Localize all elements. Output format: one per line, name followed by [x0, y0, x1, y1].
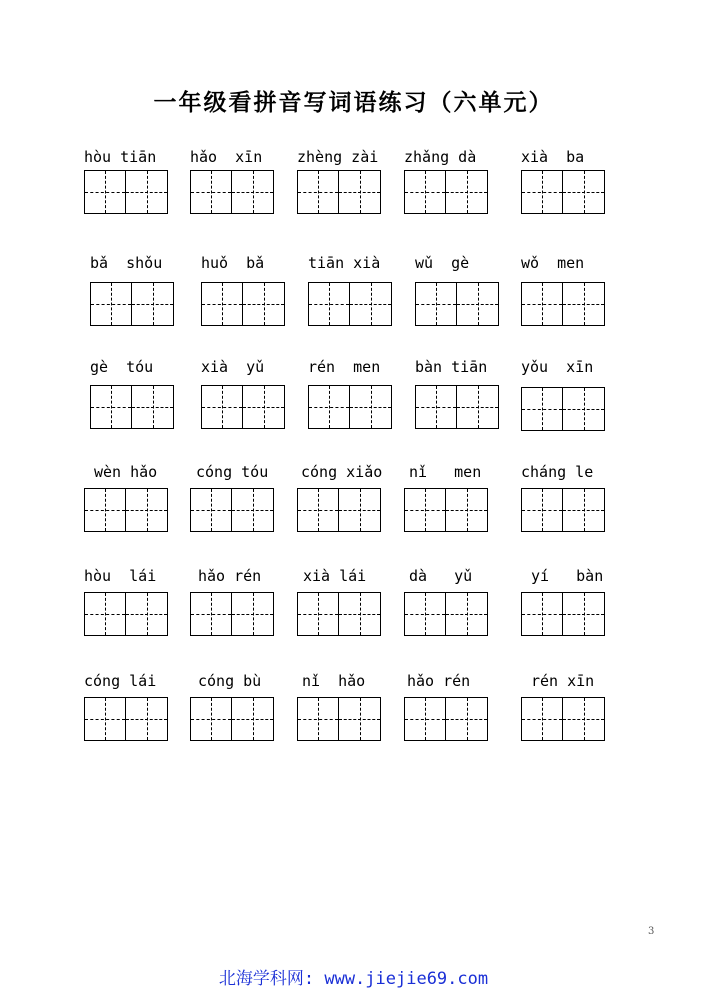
writing-cell — [521, 282, 563, 326]
writing-grid — [404, 488, 488, 532]
writing-grid — [90, 282, 174, 326]
writing-grid — [521, 697, 605, 741]
writing-cell — [190, 592, 232, 636]
writing-grid — [190, 170, 274, 214]
writing-cell — [563, 282, 605, 326]
writing-grid — [521, 387, 605, 431]
pinyin-label: yǒu xīn — [521, 358, 594, 376]
writing-cell — [190, 170, 232, 214]
writing-cell — [339, 592, 381, 636]
writing-grid — [90, 385, 174, 429]
pinyin-label: cóng tóu — [196, 463, 269, 481]
writing-grid — [521, 282, 605, 326]
page-number: 3 — [648, 926, 655, 937]
writing-cell — [339, 488, 381, 532]
pinyin-label: xià ba — [521, 148, 585, 166]
writing-cell — [446, 592, 488, 636]
writing-cell — [563, 170, 605, 214]
writing-grid — [404, 170, 488, 214]
writing-cell — [297, 488, 339, 532]
pinyin-label: hòu tiān — [84, 148, 157, 166]
writing-cell — [84, 488, 126, 532]
pinyin-label: cóng xiǎo — [301, 463, 383, 481]
pinyin-label: xià lái — [303, 567, 367, 585]
writing-grid — [308, 385, 392, 429]
writing-cell — [132, 385, 174, 429]
pinyin-label: cóng lái — [84, 672, 157, 690]
pinyin-label: bàn tiān — [415, 358, 488, 376]
writing-cell — [84, 170, 126, 214]
pinyin-label: rén xīn — [531, 672, 595, 690]
pinyin-label: tiān xià — [308, 254, 381, 272]
exercise-row-2 — [0, 254, 707, 344]
writing-cell — [350, 282, 392, 326]
exercise-row-3 — [0, 358, 707, 448]
exercise-row-4 — [0, 463, 707, 553]
writing-cell — [190, 697, 232, 741]
pinyin-label: cóng bù — [198, 672, 262, 690]
writing-cell — [404, 592, 446, 636]
writing-cell — [232, 170, 274, 214]
exercise-row-1 — [0, 148, 707, 238]
writing-cell — [126, 592, 168, 636]
writing-grid — [521, 170, 605, 214]
writing-grid — [84, 697, 168, 741]
writing-cell — [84, 697, 126, 741]
writing-cell — [232, 697, 274, 741]
writing-cell — [132, 282, 174, 326]
pinyin-label: dà yǔ — [409, 567, 473, 585]
footer-website[interactable]: 北海学科网: www.jiejie69.com — [218, 969, 489, 989]
writing-grid — [297, 697, 381, 741]
pinyin-label: zhǎng dà — [404, 148, 477, 166]
writing-cell — [339, 697, 381, 741]
writing-cell — [521, 387, 563, 431]
writing-cell — [126, 488, 168, 532]
writing-cell — [415, 385, 457, 429]
writing-cell — [404, 697, 446, 741]
writing-grid — [201, 282, 285, 326]
writing-grid — [201, 385, 285, 429]
writing-grid — [404, 697, 488, 741]
writing-grid — [84, 488, 168, 532]
pinyin-label: wèn hǎo — [94, 463, 158, 481]
writing-grid — [190, 488, 274, 532]
writing-grid — [404, 592, 488, 636]
writing-cell — [232, 592, 274, 636]
writing-cell — [563, 592, 605, 636]
writing-grid — [84, 170, 168, 214]
writing-grid — [84, 592, 168, 636]
writing-cell — [243, 282, 285, 326]
writing-grid — [521, 592, 605, 636]
pinyin-label: wǔ gè — [415, 254, 470, 272]
writing-cell — [457, 282, 499, 326]
writing-cell — [563, 697, 605, 741]
pinyin-label: zhèng zài — [297, 148, 379, 166]
writing-cell — [563, 387, 605, 431]
writing-cell — [297, 592, 339, 636]
writing-cell — [126, 697, 168, 741]
writing-cell — [201, 385, 243, 429]
pinyin-label: cháng le — [521, 463, 594, 481]
writing-cell — [339, 170, 381, 214]
pinyin-label: hǎo rén — [407, 672, 471, 690]
writing-cell — [457, 385, 499, 429]
page-title: 一年级看拼音写词语练习（六单元） — [153, 90, 554, 116]
writing-cell — [404, 488, 446, 532]
writing-cell — [297, 170, 339, 214]
pinyin-label: huǒ bǎ — [201, 254, 265, 272]
writing-cell — [563, 488, 605, 532]
exercise-row-5 — [0, 567, 707, 657]
writing-cell — [446, 697, 488, 741]
pinyin-label: hǎo rén — [198, 567, 262, 585]
pinyin-label: gè tóu — [90, 358, 154, 376]
writing-cell — [308, 385, 350, 429]
writing-cell — [232, 488, 274, 532]
writing-grid — [190, 697, 274, 741]
pinyin-label: bǎ shǒu — [90, 254, 163, 272]
writing-cell — [126, 170, 168, 214]
writing-grid — [521, 488, 605, 532]
writing-cell — [90, 385, 132, 429]
pinyin-label: nǐ hǎo — [302, 672, 366, 690]
exercise-row-6 — [0, 672, 707, 762]
writing-grid — [308, 282, 392, 326]
writing-cell — [446, 170, 488, 214]
writing-cell — [521, 170, 563, 214]
writing-cell — [243, 385, 285, 429]
writing-cell — [415, 282, 457, 326]
writing-cell — [521, 488, 563, 532]
pinyin-label: yí bàn — [531, 567, 604, 585]
writing-cell — [404, 170, 446, 214]
writing-cell — [201, 282, 243, 326]
writing-cell — [521, 592, 563, 636]
pinyin-label: nǐ men — [409, 463, 482, 481]
writing-cell — [84, 592, 126, 636]
pinyin-label: xià yǔ — [201, 358, 265, 376]
writing-cell — [521, 697, 563, 741]
writing-cell — [297, 697, 339, 741]
pinyin-label: hòu lái — [84, 567, 157, 585]
writing-cell — [308, 282, 350, 326]
writing-grid — [297, 488, 381, 532]
writing-cell — [350, 385, 392, 429]
writing-grid — [415, 385, 499, 429]
writing-grid — [415, 282, 499, 326]
pinyin-label: hǎo xīn — [190, 148, 263, 166]
writing-cell — [90, 282, 132, 326]
writing-grid — [297, 592, 381, 636]
pinyin-label: rén men — [308, 358, 381, 376]
writing-cell — [446, 488, 488, 532]
pinyin-label: wǒ men — [521, 254, 585, 272]
writing-grid — [190, 592, 274, 636]
writing-grid — [297, 170, 381, 214]
writing-cell — [190, 488, 232, 532]
